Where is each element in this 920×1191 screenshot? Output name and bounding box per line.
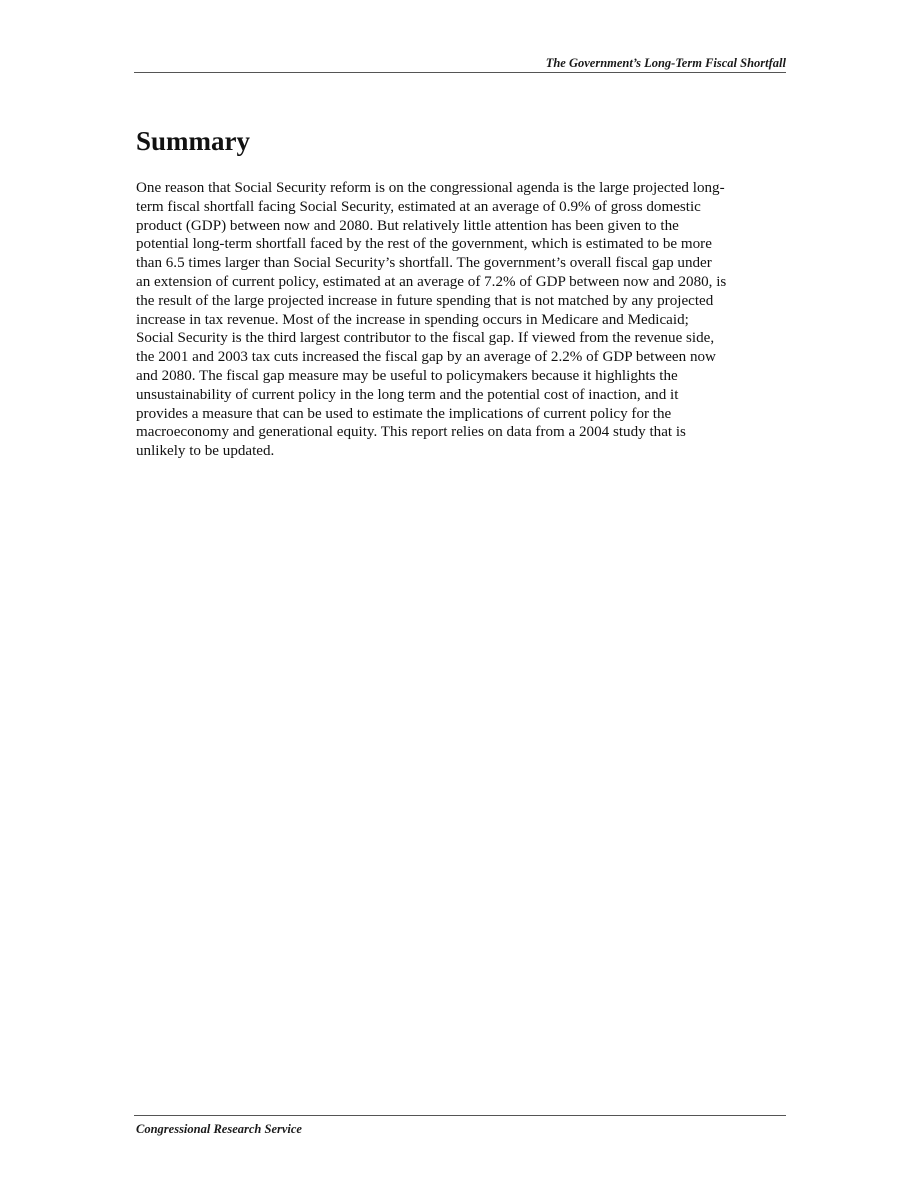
paragraph-line: Social Security is the third largest contributor to the fiscal gap. If viewed from the revenue side, (136, 330, 715, 347)
running-footer (134, 1115, 786, 1137)
summary-paragraph (136, 179, 784, 461)
running-header (134, 56, 786, 73)
paragraph-line: the result of the large projected increase in future spending that is not matched by any projected (136, 292, 714, 309)
paragraph-line: increase in tax revenue. Most of the increase in spending occurs in Medicare and Medicaid; (136, 311, 689, 328)
paragraph-line: product (GDP) between now and 2080. But relatively little attention has been given to the (136, 217, 679, 234)
paragraph-line: One reason that Social Security reform is on the congressional agenda is the large projected long- (136, 180, 725, 196)
paragraph-line: the 2001 and 2003 tax cuts increased the fiscal gap by an average of 2.2% of GDP between now (136, 349, 716, 366)
footer-organization: Congressional Research Service (136, 1122, 302, 1136)
paragraph-line: than 6.5 times larger than Social Security’s shortfall. The government’s overall fiscal gap under (136, 255, 712, 272)
paragraph-line: macroeconomy and generational equity. This report relies on data from a 2004 study that is (136, 424, 686, 441)
paragraph-line: term fiscal shortfall facing Social Security, estimated at an average of 0.9% of gross domestic (136, 198, 701, 215)
paragraph-line: provides a measure that can be used to estimate the implications of current policy for the (136, 405, 672, 422)
paragraph-line: and 2080. The fiscal gap measure may be useful to policymakers because it highlights the (136, 367, 678, 384)
paragraph-line: an extension of current policy, estimated at an average of 7.2% of GDP between now and 2080, is (136, 273, 727, 290)
running-header-title: The Government’s Long-Term Fiscal Shortfall (545, 56, 786, 70)
paragraph-line: potential long-term shortfall faced by the rest of the government, which is estimated to be more (136, 236, 712, 253)
paragraph-line: unsustainability of current policy in the long term and the potential cost of inaction, and it (136, 386, 679, 403)
section-title: Summary (136, 126, 250, 156)
paragraph-line: unlikely to be updated. (136, 443, 275, 460)
